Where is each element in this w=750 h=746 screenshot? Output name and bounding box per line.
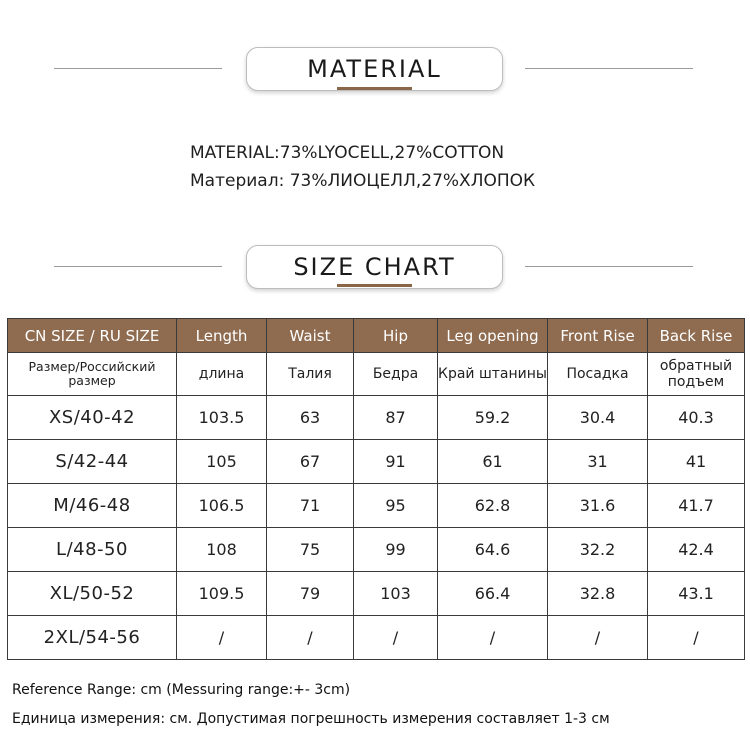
size-divider-right bbox=[525, 266, 693, 267]
front-rise-cell: 32.8 bbox=[548, 572, 648, 616]
back-rise-cell: 41 bbox=[648, 440, 745, 484]
header-back-rise: Back Rise bbox=[648, 319, 745, 353]
header-front-rise: Front Rise bbox=[548, 319, 648, 353]
size-cell: XL/50-52 bbox=[8, 572, 177, 616]
header-hip: Hip bbox=[354, 319, 438, 353]
length-cell: 106.5 bbox=[177, 484, 267, 528]
front-rise-cell: / bbox=[548, 616, 648, 660]
header-ru-waist: Талия bbox=[267, 353, 354, 396]
leg-opening-cell: 61 bbox=[438, 440, 548, 484]
size-cell: XS/40-42 bbox=[8, 396, 177, 440]
front-rise-cell: 31 bbox=[548, 440, 648, 484]
front-rise-cell: 30.4 bbox=[548, 396, 648, 440]
size-cell: L/48-50 bbox=[8, 528, 177, 572]
size-cell: 2XL/54-56 bbox=[8, 616, 177, 660]
waist-cell: 63 bbox=[267, 396, 354, 440]
material-accent-bar bbox=[337, 87, 412, 90]
material-title-text: MATERIAL bbox=[307, 55, 442, 83]
leg-opening-cell: 64.6 bbox=[438, 528, 548, 572]
table-row bbox=[8, 484, 745, 528]
header-waist: Waist bbox=[267, 319, 354, 353]
header-ru-size: Размер/Российский размер bbox=[8, 353, 177, 396]
leg-opening-cell: 66.4 bbox=[438, 572, 548, 616]
length-cell: 109.5 bbox=[177, 572, 267, 616]
table-row bbox=[8, 396, 745, 440]
material-divider-right bbox=[525, 68, 693, 69]
reference-range-note-en: Reference Range: cm (Messuring range:+- 3cm) bbox=[12, 682, 351, 698]
header-ru-back-rise: обратный подъем bbox=[648, 353, 745, 396]
size-divider-left bbox=[54, 266, 222, 267]
back-rise-cell: 41.7 bbox=[648, 484, 745, 528]
hip-cell: 99 bbox=[354, 528, 438, 572]
table-row bbox=[8, 616, 745, 660]
leg-opening-cell: 62.8 bbox=[438, 484, 548, 528]
size-chart-section-title bbox=[246, 245, 503, 289]
table-row bbox=[8, 440, 745, 484]
header-cn-ru-size: CN SIZE / RU SIZE bbox=[8, 319, 177, 353]
header-ru-hip: Бедра bbox=[354, 353, 438, 396]
length-cell: 108 bbox=[177, 528, 267, 572]
leg-opening-cell: / bbox=[438, 616, 548, 660]
hip-cell: 103 bbox=[354, 572, 438, 616]
back-rise-cell: 42.4 bbox=[648, 528, 745, 572]
length-cell: 105 bbox=[177, 440, 267, 484]
waist-cell: 67 bbox=[267, 440, 354, 484]
material-section-title bbox=[246, 47, 503, 91]
back-rise-cell: / bbox=[648, 616, 745, 660]
material-divider-left bbox=[54, 68, 222, 69]
size-cell: S/42-44 bbox=[8, 440, 177, 484]
header-leg-opening: Leg opening bbox=[438, 319, 548, 353]
size-chart-title-text: SIZE CHART bbox=[293, 253, 456, 281]
waist-cell: 71 bbox=[267, 484, 354, 528]
hip-cell: 95 bbox=[354, 484, 438, 528]
table-row bbox=[8, 528, 745, 572]
header-ru-front-rise: Посадка bbox=[548, 353, 648, 396]
waist-cell: / bbox=[267, 616, 354, 660]
length-cell: / bbox=[177, 616, 267, 660]
hip-cell: / bbox=[354, 616, 438, 660]
table-row bbox=[8, 572, 745, 616]
table-header-row-ru bbox=[8, 353, 745, 396]
material-composition-ru: Материал: 73%ЛИОЦЕЛЛ,27%ХЛОПОК bbox=[190, 171, 536, 191]
material-composition-en: MATERIAL:73%LYOCELL,27%COTTON bbox=[190, 143, 505, 163]
front-rise-cell: 32.2 bbox=[548, 528, 648, 572]
waist-cell: 75 bbox=[267, 528, 354, 572]
table-header-row bbox=[8, 319, 745, 353]
header-length: Length bbox=[177, 319, 267, 353]
hip-cell: 91 bbox=[354, 440, 438, 484]
reference-range-note-ru: Единица измерения: см. Допустимая погрешность измерения составляет 1-3 см bbox=[12, 711, 610, 727]
waist-cell: 79 bbox=[267, 572, 354, 616]
header-ru-length: длина bbox=[177, 353, 267, 396]
leg-opening-cell: 59.2 bbox=[438, 396, 548, 440]
length-cell: 103.5 bbox=[177, 396, 267, 440]
size-chart-accent-bar bbox=[337, 284, 412, 287]
front-rise-cell: 31.6 bbox=[548, 484, 648, 528]
back-rise-cell: 43.1 bbox=[648, 572, 745, 616]
header-ru-leg-opening: Край штанины bbox=[438, 353, 548, 396]
size-cell: M/46-48 bbox=[8, 484, 177, 528]
hip-cell: 87 bbox=[354, 396, 438, 440]
size-chart-table bbox=[7, 318, 745, 660]
back-rise-cell: 40.3 bbox=[648, 396, 745, 440]
